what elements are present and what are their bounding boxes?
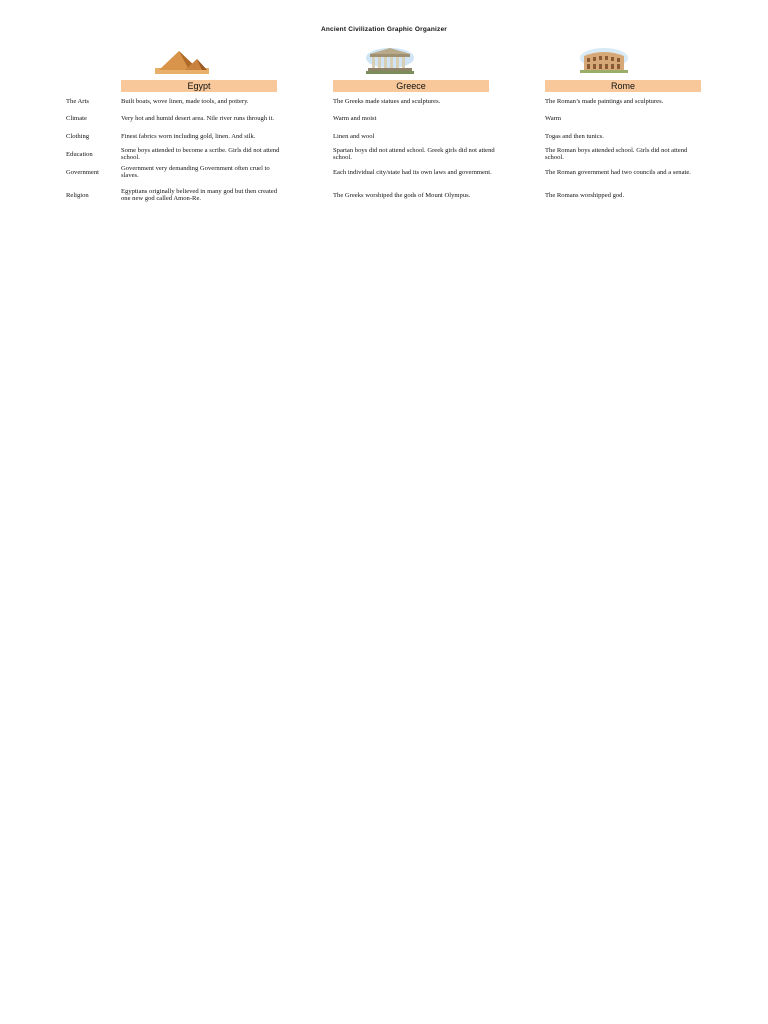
table-row xyxy=(0,146,768,162)
row-label: Religion xyxy=(66,191,89,199)
row-label: Climate xyxy=(66,114,87,122)
pyramid-icon xyxy=(155,48,209,74)
rome-cell: The Roman’s made paintings and sculptures. xyxy=(545,97,664,105)
column-header-egypt: Egypt xyxy=(121,80,277,92)
column-header-rome: Rome xyxy=(545,80,701,92)
egypt-cell: Built boats, wove linen, made tools, and pottery. xyxy=(121,97,249,105)
egypt-cell: Government very demanding Government often cruel to slaves. xyxy=(121,165,270,179)
table-row xyxy=(0,96,768,106)
table-row xyxy=(0,110,768,126)
rome-cell: Warm xyxy=(545,114,561,122)
egypt-cell: Some boys attended to become a scribe. Girls did not attend school. xyxy=(121,147,280,161)
column-header-greece: Greece xyxy=(333,80,489,92)
egypt-cell: Very hot and humid desert area. Nile river runs through it. xyxy=(121,114,275,122)
rome-cell: The Roman government had two councils and a senate. xyxy=(545,168,691,176)
greece-cell: Each individual city/state had its own laws and government. xyxy=(333,168,492,176)
parthenon-icon xyxy=(364,46,416,74)
greece-cell: The Greeks worshiped the gods of Mount Olympus. xyxy=(333,191,471,199)
document-title: Ancient Civilization Graphic Organizer xyxy=(320,26,448,33)
table-row xyxy=(0,187,768,203)
rome-cell: The Romans worshipped god. xyxy=(545,191,625,199)
egypt-cell: Finest fabrics worn including gold, linen. And silk. xyxy=(121,132,256,140)
greece-cell: Spartan boys did not attend school. Greek girls did not attend school. xyxy=(333,147,495,161)
greece-cell: The Greeks made statues and sculptures. xyxy=(333,97,441,105)
rome-cell: Togas and then tunics. xyxy=(545,132,604,140)
greece-cell: Warm and moist xyxy=(333,114,377,122)
rome-cell: The Roman boys attended school. Girls did not attend school. xyxy=(545,147,688,161)
table-row xyxy=(0,164,768,180)
greece-cell: Linen and wool xyxy=(333,132,375,140)
row-label: Clothing xyxy=(66,132,90,140)
colosseum-icon xyxy=(578,46,630,74)
row-label: Government xyxy=(66,168,99,176)
row-label: The Arts xyxy=(66,97,89,105)
row-label: Education xyxy=(66,150,93,158)
egypt-cell: Egyptians originally believed in many god but then created one new god called Amon-Re. xyxy=(121,188,278,202)
table-row xyxy=(0,131,768,141)
